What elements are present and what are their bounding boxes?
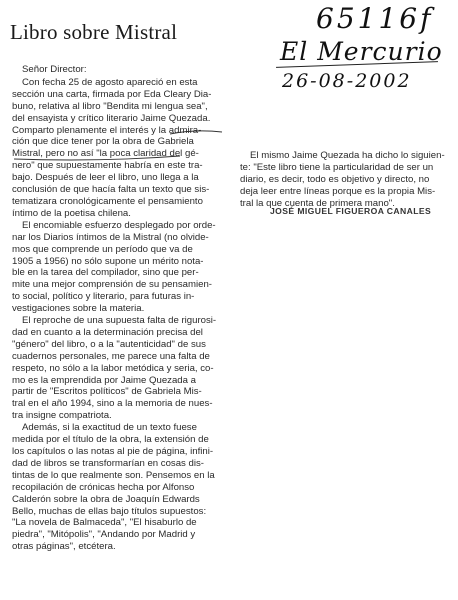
pen-underline-stroke (14, 156, 180, 160)
handwritten-newspaper: El Mercurio (280, 37, 443, 66)
page-title: Libro sobre Mistral (10, 20, 178, 44)
text-line: tra insigne compatriota. (12, 410, 112, 422)
text-line: Además, si la exactitud de un texto fuese (22, 422, 197, 434)
text-line: los capítulos o las notas al pie de página, infini- (12, 446, 214, 457)
text-line: respeto, no sólo a la labor metódica y seria, co- (12, 362, 214, 374)
text-line: tematizara cronológicamente el pensamiento (12, 195, 203, 207)
text-line: Con fecha 25 de agosto apareció en esta (22, 76, 198, 88)
text-line: vestigaciones sobre la materia. (12, 303, 145, 315)
text-line: 1905 a 1956) no sólo supone un mérito nota- (12, 255, 204, 267)
text-line: íntimo de la poetisa chilena. (12, 207, 131, 219)
text-line: medida por el título de la obra, la extensión de (12, 434, 209, 446)
text-line: te: "Este libro tiene la particularidad de ser un (240, 161, 434, 173)
text-line: "La novela de Balmaceda", "El hisaburlo de (12, 517, 197, 529)
text-line: del ensayista y crítico literario Jaime Quezada. (12, 112, 211, 124)
text-line: El reproche de una supuesta falta de rigurosi- (22, 315, 217, 327)
text-line: buno, relativa al libro "Bendita mi lengua sea", (12, 100, 208, 112)
text-line: sección una carta, firmada por Eda Cleary Dia- (12, 88, 212, 100)
text-line: ción que dice tener por la obra de Gabriela (12, 136, 194, 148)
text-line: to social, político y literario, para futuras in- (12, 291, 195, 303)
handwritten-code: 65116f (316, 2, 434, 35)
text-line: recopilación de crónicas hecha por Alfonso (12, 481, 195, 493)
text-line: Mistral, pero no así "la poca claridad del gé- (12, 148, 199, 160)
salutation: Señor Director: (22, 64, 87, 75)
text-line: mite una mejor comprensión de su pensamien- (12, 279, 212, 291)
text-line: tral en el año 1994, sino a la memoria de nues- (12, 398, 213, 410)
handwritten-date: 26-08-2002 (282, 70, 412, 92)
text-line: mos que comprende un período que va de (12, 243, 193, 255)
text-line: cuadernos personales, me parece una falta de (12, 350, 210, 362)
text-line: Comparto plenamente el interés y la admira- (12, 124, 202, 136)
text-line: bajo. Después de leer el libro, uno llega a la (12, 172, 199, 184)
text-line: otras páginas", etcétera. (12, 541, 116, 553)
text-line: nar los Diarios íntimos de la Mistral (no olvide- (12, 231, 209, 243)
text-line: dad en cuanto a la determinación precisa del (12, 326, 203, 338)
text-line: mo es la emprendida por Jaime Quezada a (12, 374, 196, 386)
text-line: nero" que supuestamente habría en este tra- (12, 160, 203, 172)
pen-underline-stroke (170, 131, 222, 134)
text-line: conclusión de que hacía falta un texto que sis- (12, 184, 210, 196)
text-line: deja leer entre líneas porque es la propia Mis- (240, 185, 436, 197)
text-line: Calderón sobre la obra de Joaquín Edwards (12, 493, 200, 505)
text-line: El encomiable esfuerzo desplegado por orde- (22, 219, 216, 231)
text-line: tintas de lo que realmente son. Pensemos en la (12, 469, 215, 481)
text-line: El mismo Jaime Quezada ha dicho lo siguien- (250, 150, 445, 161)
signature: JOSÉ MIGUEL FIGUEROA CANALES (270, 206, 432, 216)
text-line: "género" del libro, o a la "autenticidad" de sus (12, 338, 206, 350)
text-line: tral la que cuenta de primera mano". (240, 197, 395, 209)
text-line: ble en la tarea del compilador, sino que per- (12, 267, 199, 279)
text-line: Bello, muchas de ellas bajo títulos supuestos: (12, 505, 207, 517)
text-line: dad de libros se transformarían en cosas dis- (12, 457, 204, 469)
text-line: piedra", "Mitópolis", "Andando por Madrid y (12, 529, 196, 541)
text-line: diario, es decir, todo es objetivo y directo, no (240, 173, 430, 185)
text-line: partir de "Escritos políticos" de Gabriela Mis- (12, 386, 202, 398)
